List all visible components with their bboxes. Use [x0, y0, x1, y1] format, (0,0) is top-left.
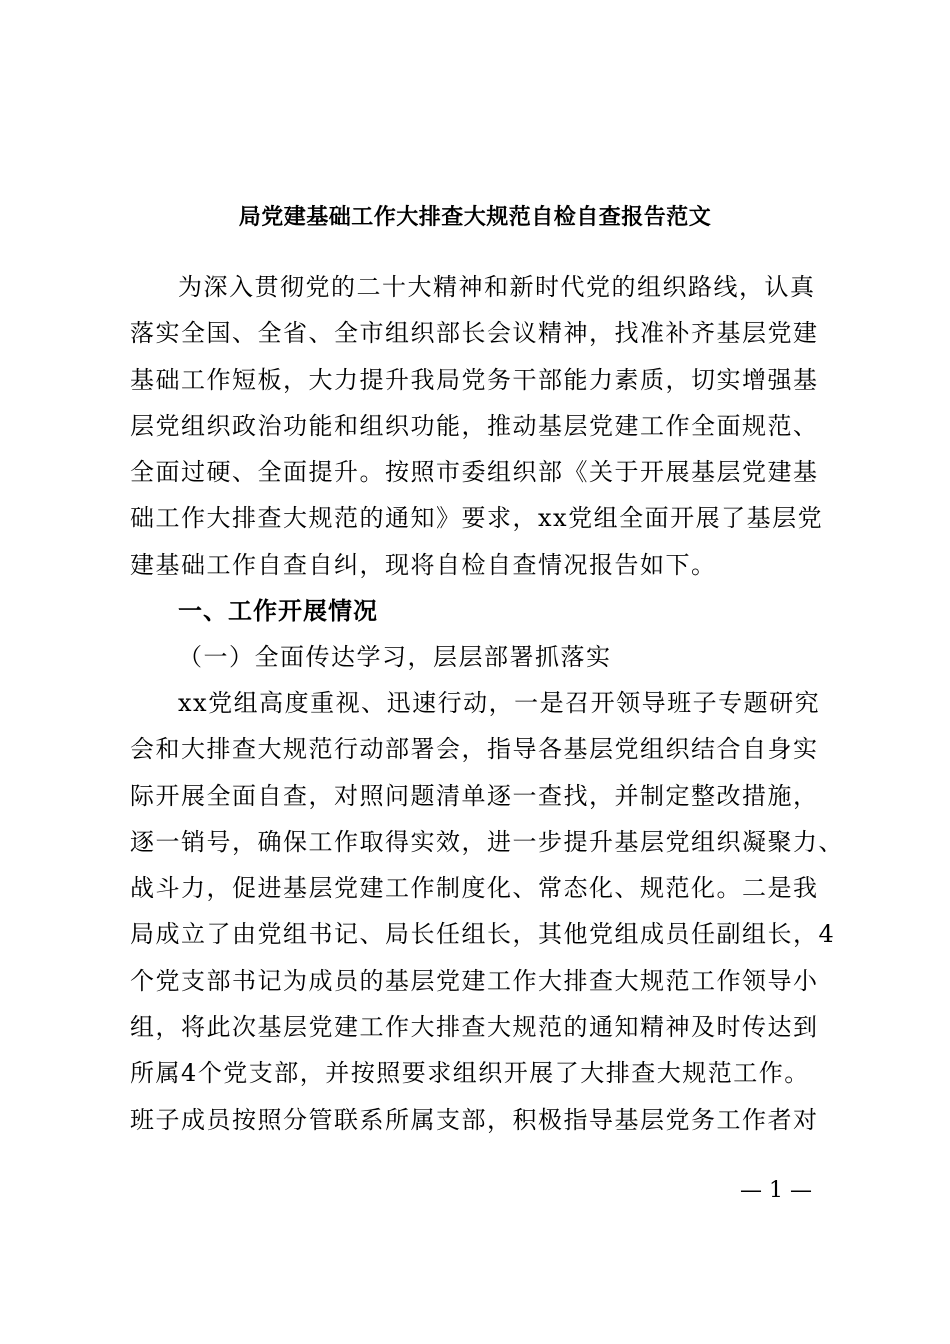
paragraph-line: 基础工作短板，大力提升我局党务干部能力素质，切实增强基 [130, 365, 819, 394]
paragraph-line: 战斗力，促进基层党建工作制度化、常态化、规范化。二是我 [130, 874, 819, 903]
paragraph-line: 个党支部书记为成员的基层党建工作大排查大规范工作领导小 [130, 966, 819, 995]
paragraph-line: 落实全国、全省、全市组织部长会议精神，找准补齐基层党建 [130, 319, 819, 348]
paragraph-line: 建基础工作自查自纠，现将自检自查情况报告如下。 [130, 550, 717, 579]
paragraph-line: 组，将此次基层党建工作大排查大规范的通知精神及时传达到 [130, 1013, 819, 1042]
paragraph-line: 会和大排查大规范行动部署会，指导各基层党组织结合自身实 [130, 735, 819, 764]
document-title: 局党建基础工作大排查大规范自检自查报告范文 [238, 204, 712, 230]
paragraph-line: 为深入贯彻党的二十大精神和新时代党的组织路线，认真 [178, 273, 816, 301]
paragraph-line: 础工作大排查大规范的通知》要求，xx党组全面开展了基层党 [130, 504, 824, 533]
paragraph-line: 全面过硬、全面提升。按照市委组织部《关于开展基层党建基 [130, 458, 819, 487]
section-paragraph [130, 680, 844, 1143]
paragraph-line: 所属4个党支部，并按照要求组织开展了大排查大规范工作。 [130, 1059, 810, 1088]
paragraph-line: 层党组织政治功能和组织功能，推动基层党建工作全面规范、 [130, 411, 819, 440]
paragraph-line: xx党组高度重视、迅速行动，一是召开领导班子专题研究 [178, 689, 821, 717]
page-number: — 1 — [740, 1178, 812, 1203]
paragraph-line: 逐一销号，确保工作取得实效，进一步提升基层党组织凝聚力、 [130, 827, 844, 856]
paragraph-line: 班子成员按照分管联系所属支部，积极指导基层党务工作者对 [130, 1105, 819, 1134]
section-heading: 一、工作开展情况 [178, 597, 378, 625]
paragraph-line: 际开展全面自查，对照问题清单逐一查找，并制定整改措施， [130, 781, 819, 810]
paragraph-line: 局成立了由党组书记、局长任组长，其他党组成员任副组长，4 [130, 920, 836, 949]
intro-paragraph [130, 264, 830, 588]
subsection-heading: （一）全面传达学习，层层部署抓落实 [178, 643, 612, 671]
